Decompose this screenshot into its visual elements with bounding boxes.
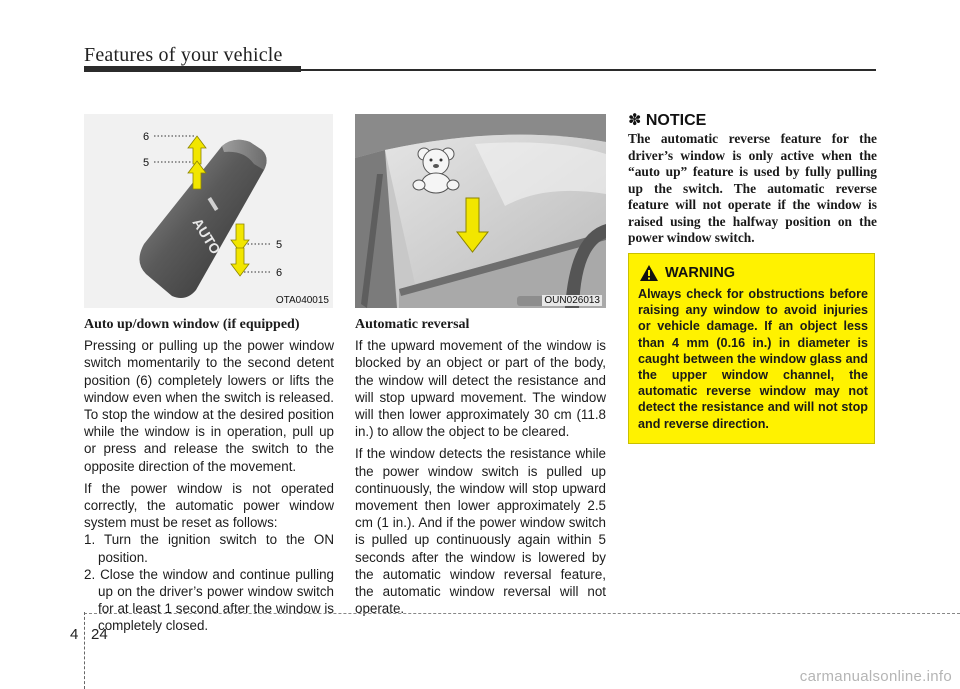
page-number: 24 <box>91 626 108 643</box>
notice-title: NOTICE <box>645 112 707 129</box>
warning-box <box>628 253 875 444</box>
list-item: 1. Turn the ignition switch to the ON position. <box>84 532 334 565</box>
warning-text: Always check for obstructions before raising any window to avoid injuries or vehicle damage. If an object less than 4 mm (0.16 in.) in diameter is caught between the window glass and the upper window channel, the automatic reverse window may not detect the resistance and will not stop and reverse direction. <box>638 287 868 431</box>
section-heading: Auto up/down window (if equipped) <box>84 317 300 332</box>
warning-heading <box>639 264 735 282</box>
list-item: 2. Close the window and continue pulling up on the driver’s power window switch for at least 1 second after the window is completely closed. <box>84 566 334 634</box>
window-figure <box>355 114 606 308</box>
paragraph: If the power window is not operated correctly, the automatic power window system must be reset as follows: <box>84 480 334 531</box>
window-switch-illustration <box>84 114 333 308</box>
label-6-down: 6 <box>276 267 283 279</box>
label-6-up: 6 <box>143 131 150 143</box>
car-window-illustration <box>355 114 606 308</box>
reset-steps <box>84 531 334 634</box>
warning-triangle-icon <box>639 264 659 282</box>
auto-reversal-section <box>355 316 606 622</box>
figure-code: OUN026013 <box>544 295 600 306</box>
footer-rule <box>84 613 960 614</box>
auto-window-section <box>84 316 334 635</box>
label-5-up: 5 <box>143 157 150 169</box>
watermark-text: carmanualsonline.info <box>799 668 952 685</box>
label-5-down: 5 <box>276 239 283 251</box>
notice-heading <box>628 110 706 130</box>
switch-auto-label: AUTO <box>189 215 224 258</box>
paragraph: If the window detects the resistance while the power window switch is pulled up continuously, the window will stop upward movement then lower approximately 2.5 cm (1 in.). And if the power window switch is pulled up continuously again within 5 seconds after the window is lowered by the automatic window reversal feature, the automatic window reversal will not operate. <box>355 446 606 617</box>
arrow-down-icon <box>231 224 249 276</box>
footer-divider <box>84 612 85 689</box>
notice-text: The automatic reverse feature for the driver’s window is only active when the “auto up” feature is used by fully pulling up the switch. The automatic reverse feature will not operate if the window is raised using the halfway position on the power window switch. <box>628 131 877 245</box>
warning-title: WARNING <box>665 265 736 281</box>
header-rule <box>299 69 876 71</box>
paragraph: If the upward movement of the window is blocked by an object or part of the body, the window will detect the resistance and will stop upward movement. The window will then lower approximately 30 cm (11.8 in.) to allow the object to be cleared. <box>355 338 606 440</box>
section-heading: Automatic reversal <box>355 317 470 332</box>
asterisk-icon: ✽ <box>628 112 642 129</box>
header-bar <box>84 66 301 72</box>
switch-figure <box>84 114 333 308</box>
page-header-title: Features of your vehicle <box>84 44 283 66</box>
figure-code: OTA040015 <box>275 295 329 306</box>
chapter-number: 4 <box>70 626 79 643</box>
paragraph: Pressing or pulling up the power window switch momentarily to the second detent position (6) completely lowers or lifts the window even when the switch is released. To stop the window at the desired position while the window is in operation, pull up or press and release the switch to the opposite direction of the movement. <box>84 338 334 474</box>
